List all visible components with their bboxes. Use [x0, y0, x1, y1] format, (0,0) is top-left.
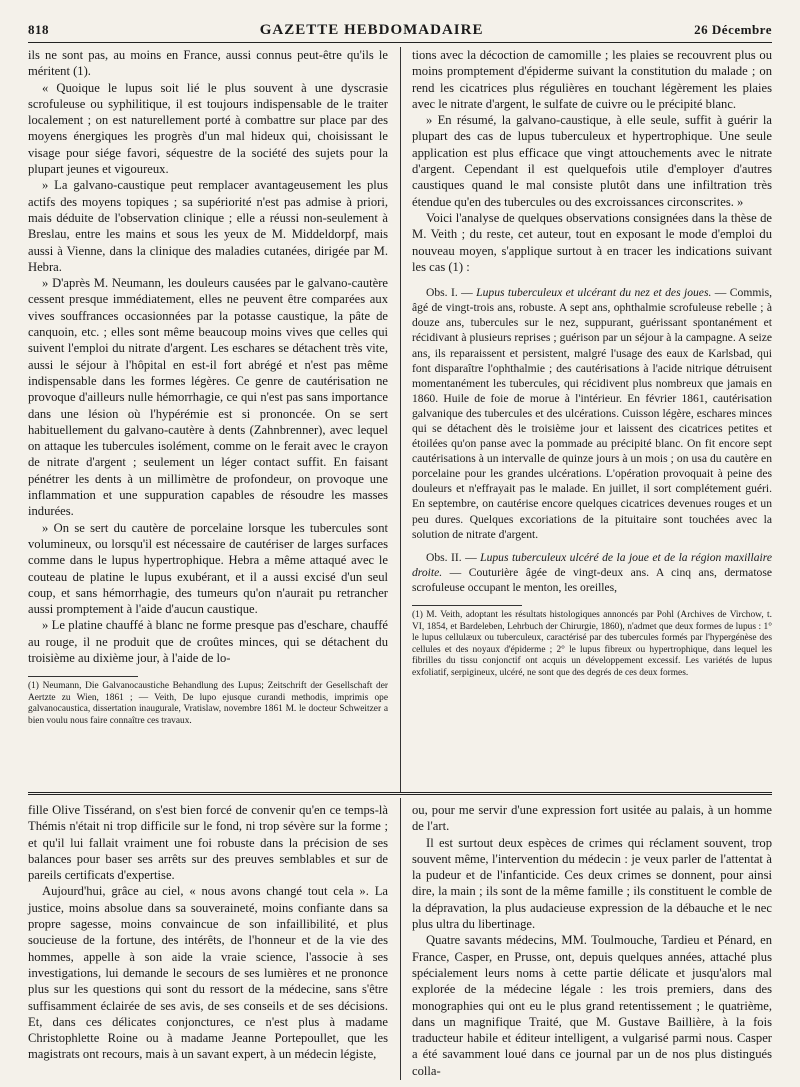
left-column	[28, 47, 388, 728]
paragraph: » En résumé, la galvano-caustique, à elle seule, suffit à guérir la plupart des cas de lupus tuberculeux et hypertrophique. Une seule application est plus efficace que vingt attouchements avec le nitrate d'argent. Cependant il est quelquefois utile d'employer d'autres caustiques quand le mal consiste plutôt dans une infiltration très étendue qu'en des tubercules ou des excroissances circonscrites. »	[412, 113, 772, 209]
paragraph: ou, pour me servir d'une expression fort usitée au palais, à un homme de l'art.	[412, 803, 772, 834]
paragraph: Aujourd'hui, grâce au ciel, « nous avons changé tout cela ». La justice, moins absolue dans sa souveraineté, moins confiante dans sa propre sagesse, moins convaincue de son infaillibilité, et plus soucieuse de la fortune, des intérêts, de l'honneur et de la vie des hommes, appelle à son aide la vraie science, l'associe à ses investigations, lui demande le secours de ses lumières et ne prononce plus sur les questions qui sont du ressort de la médecine, sans s'être suffisamment éclairée de ses avis, de ses conseils et de ses décisions. Et, dans ces délicates conjonctures, ce n'est plus à madame Christophlette Roine ou à madame Jeanne Portepoullet, que les magistrats ont recours, mais à un savant expert, à un médecin légiste,	[28, 884, 388, 1062]
publication-title: GAZETTE HEBDOMADAIRE	[259, 22, 484, 38]
left-column	[28, 802, 388, 1063]
column-divider	[400, 798, 401, 1080]
paragraph: fille Olive Tissérand, on s'est bien forcé de convenir qu'en ce temps-là Thémis n'était ni trop difficile sur le fond, ni trop sévère sur la forme ; et qu'il lui fallait vraiment une foi robuste dans la précision de ses balances pour baser ses arrêts sur des preuves semblables et sur de pareils certificats d'expertise.	[28, 803, 388, 883]
footnote-rule	[28, 676, 138, 677]
observation-1	[412, 285, 772, 542]
feuilleton-section	[28, 798, 772, 1080]
paragraph: » La galvano-caustique peut remplacer avantageusement les plus actifs des moyens topiques ; sa supériorité n'est pas admise à priori, mais déduite de l'observation clinique ; elle a réussi non-seulement à Breslau, entre les mains et sous les yeux de M. Middeldorpf, mais aussi à Vienne, dans la clinique des maladies cutanées, dirigée par M. Hebra.	[28, 178, 388, 274]
paragraph: tions avec la décoction de camomille ; les plaies se recouvrent plus ou moins promptement d'épiderme suivant la constitution du malade ; on rend les cicatrices plus régulières en touchant légèrement les plaies avec le nitrate d'argent, le sulfate de cuivre ou le précipité blanc.	[412, 48, 772, 111]
column-divider	[400, 47, 401, 792]
observation-title: Lupus tuberculeux et ulcérant du nez et des joues.	[476, 286, 712, 300]
observation-label: Obs. II. —	[426, 550, 481, 564]
observation-2	[412, 550, 772, 595]
paragraph: Il est surtout deux espèces de crimes qui réclament souvent, trop souvent même, l'intervention du médecin : je veux parler de l'attentat à la pudeur et de l'infanticide. Ces deux crimes se donnent, pour ainsi dire, la main ; ils sont de la même famille ; ils constituent le comble de la dépravation, la plus audacieuse expression de la débauche et le nec plus ultra du libertinage.	[412, 835, 772, 932]
paragraph: « Quoique le lupus soit lié le plus souvent à une dyscrasie scrofuleuse ou syphilitique, il est toujours indispensable de le traiter localement ; on est naturellement porté à combattre sur place par des moyens énergiques les progrès d'un mal hideux qui, choisissant le visage pour siége favori, séquestre de la société des sujets pour la plupart jeunes et vigoureux.	[28, 80, 388, 177]
observation-text: — Couturière âgée de vingt-deux ans. A cinq ans, dermatose scrofuleuse occupant le menton, les oreilles,	[412, 565, 772, 594]
newspaper-page	[28, 22, 772, 1078]
paragraph: Quatre savants médecins, MM. Toulmouche, Tardieu et Pénard, en France, Casper, en Prusse, ont, depuis quelques années, attaché plus spécialement leurs noms à cette partie délicate et jusqu'alors mal explorée de la médecine légale : les trois premiers, dans des monographies qui ont eu le plus grand retentissement ; le quatrième, dans un magnifique Traité, que M. Gustave Baillière, à la fois traducteur habile et éditeur intelligent, a vulgarisé parmi nous. Casper a été savamment loué dans ce journal par un de nos plus distingués colla-	[412, 933, 772, 1078]
footnote-rule	[412, 605, 522, 606]
section-divider	[28, 792, 772, 795]
page-number: 818	[28, 22, 49, 37]
right-column	[412, 47, 772, 680]
observation-text: — Commis, âgé de vingt-trois ans, robuste. A sept ans, ophthalmie scrofuleuse rebelle ; à douze ans, tubercules sur le nez, suppurant, guérissant spontanément et récidivant à plusieurs reprises ; guérison par un séjour à la campagne. A seize ans, ils reparaissent et persistent, malgré l'usage des eaux de Karlsbad, qui font disparaître l'ophthalmie ; des cautérisations à l'acide nitrique détruisent momentanément les tubercules, qui récidivent plus nombreux que jamais en 1860. Huile de foie de morue à l'intérieur. En février 1861, cautérisation galvanique des tubercules et des ulcérations. Cuisson légère, eschares minces qui se détachent dès le troisième jour et laissent des cicatrices petites et étoilées qu'on panse avec la pommade au précipité blanc. On fit encore sept cautérisations à un intervalle de quinze jours à un mois ; on usa du cautère en porcelaine pour les grandes ulcérations. L'opération provoquait à peine des douleurs et n'effrayait pas le malade. En juillet, il sort complétement guéri. En septembre, on cautérise encore quelques cicatrices devenues rouges et un peu dures. Quelques excoriations de la pituitaire sont touchées avec la solution de nitrate d'argent.	[412, 286, 772, 541]
paragraph: » On se sert du cautère de porcelaine lorsque les tubercules sont volumineux, ou lorsqu'il est nécessaire de cautériser de larges surfaces comme dans le lupus hypertrophique. Hebra a même attaqué avec le couteau de platine le lupus exubérant, et il a aussi excisé d'un seul coup, et sans hémorrhagie, des tumeurs qu'on n'aurait pu retrancher aussi promptement à l'aide d'aucun caustique.	[28, 520, 388, 617]
footnote: (1) M. Veith, adoptant les résultats histologiques annoncés par Pohl (Archives de Virchow, t. VI, 1854, et Bardeleben, Lehrbuch der Chirurgie, 1860), n'admet que deux formes de lupus : 1° le lupus cellulæux ou tuberculeux, caractérisé par des tubercules formés par l'hypergénèse des cellules et des noyaux d'épiderme ; 2° le lupus fibreux ou hypertrophique, dans lequel les fibrilles du tissu conjonctif ont acquis un développement excessif. Les variétés de lupus exfoliatif, serpigineux, ulcéré, ne sont que des degrés de ces deux formes.	[412, 610, 772, 678]
issue-date: 26 Décembre	[694, 22, 772, 37]
paragraph: » Le platine chauffé à blanc ne forme presque pas d'eschare, chauffé au rouge, il ne produit que de croûtes minces, qui se détachent du troisième au dixième jour, à l'aide de lo-	[28, 618, 388, 665]
observation-label: Obs. I. —	[426, 286, 477, 300]
article-section	[28, 47, 772, 792]
paragraph: » D'après M. Neumann, les douleurs causées par le galvano-cautère cessent presque immédiatement, elles ne peuvent être comparées aux vives souffrances occasionnées par la potasse caustique, la pâte de canquoin, etc. ; elles sont même beaucoup moins vives que celles qui suivent l'emploi du nitrate d'argent. Les eschares se détachent très vite, aussi le séjour à l'hôpital en est-il fort abrégé et n'est pas même indispensable dans les formes légères. Ce genre de cautérisation ne provoque d'ailleurs nulle hémorrhagie, ce qui n'est pas sans importance dans une lésion où l'hypérémie est si prononcée. On se sert habituellement du galvano-cautère à dents (Zahnbrenner), avec lequel on attaque les tubercules isolément, comme on le ferait avec le crayon de nitrate d'argent ; seulement un léger contact suffit. En faisant pénétrer les dents à un millimètre de profondeur, on provoque une inflammation et une suppuration capables de résoudre les masses indurées.	[28, 276, 388, 519]
footnote: (1) Neumann, Die Galvanocaustiche Behandlung des Lupus; Zeitschrift der Gesellschaft der Aertzte zu Wien, 1861 ; — Veith, De lupo ejusque curandi methodis, imprimis ope galvanocaustica, dissertation inaugurale, Vratislaw, novembre 1861 M. le docteur Schweitzer a bien voulu nous faire connaître ces travaux.	[28, 681, 388, 727]
paragraph: Voici l'analyse de quelques observations consignées dans la thèse de M. Veith ; du reste, cet auteur, tout en exposant le mode d'emploi du nouveau moyen, s'applique surtout à en tracer les indications suivant les cas (1) :	[412, 210, 772, 274]
observation-title: Lupus tuberculeux ulcéré de la joue et de la région maxillaire droite.	[412, 550, 772, 579]
paragraph: ils ne sont pas, au moins en France, aussi connus peut-être qu'ils le méritent (1).	[28, 48, 388, 79]
page-header	[28, 22, 772, 43]
right-column	[412, 802, 772, 1079]
